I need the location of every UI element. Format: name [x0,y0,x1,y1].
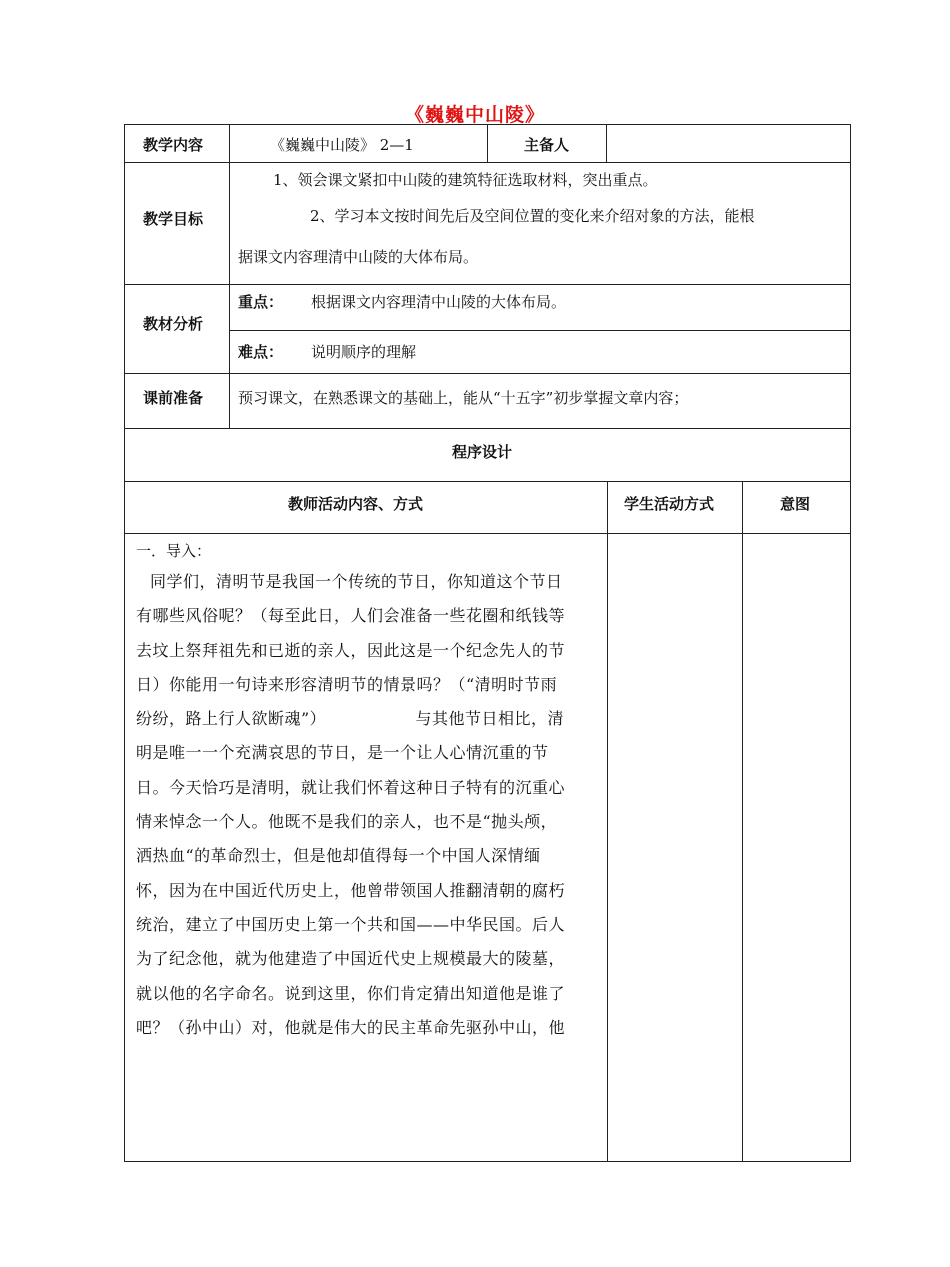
key-point-label: 重点： [238,293,284,311]
intro-line: 统治，建立了中国历史上第一个共和国——中华民国。后人 [136,914,566,934]
intro-line: 纷纷，路上行人欲断魂”） 与其他节日相比，清 [136,709,565,729]
column-divider [606,124,607,162]
content-value: 《巍巍中山陵》 2—1 [270,136,414,154]
row-divider [124,373,851,374]
program-heading: 程序设计 [452,443,513,461]
student-activity-header: 学生活动方式 [624,495,715,513]
preparation-text: 预习课文，在熟悉课文的基础上，能从“十五字”初步掌握文章内容； [238,389,689,407]
teacher-activity-header: 教师活动内容、方式 [288,495,424,513]
intro-heading: 一．导入： [136,542,212,560]
preparation-label: 课前准备 [143,389,204,407]
row-divider [124,162,851,163]
row-divider [124,284,851,285]
difficulty-text: 说明顺序的理解 [311,343,417,361]
intro-line: 明是唯一一个充满哀思的节日，是一个让人心情沉重的节 [136,743,549,763]
intro-line: 日）你能用一句诗来形容清明节的情景吗？（“清明时节雨 [136,674,558,694]
objective-line-2: 2、学习本文按时间先后及空间位置的变化来介绍对象的方法，能根 [310,207,755,225]
preparer-label: 主备人 [524,136,570,154]
intro-line: 有哪些风俗呢？（每至此日，人们会准备一些花圈和纸钱等 [136,606,566,626]
objective-line-3: 据课文内容理清中山陵的大体布局。 [238,248,479,266]
intro-line: 去坟上祭拜祖先和已逝的亲人，因此这是一个纪念先人的节 [136,640,566,660]
column-divider [607,481,608,1162]
intro-line: 同学们，清明节是我国一个传统的节日，你知道这个节日 [150,572,563,591]
intent-header: 意图 [780,495,811,513]
intro-line: 日。今天恰巧是清明，就让我们怀着这种日子特有的沉重心 [136,777,566,797]
column-divider [742,481,743,1162]
intro-line: 为了纪念他，就为他建造了中国近代史上规模最大的陵墓， [136,949,566,969]
row-divider [124,428,851,429]
intro-line: 怀，因为在中国近代历史上，他曾带领国人推翻清朝的腐朽 [136,880,566,900]
key-point-text: 根据课文内容理清中山陵的大体布局。 [311,293,567,311]
content-label: 教学内容 [143,136,204,154]
intro-line: 吧？（孙中山）对，他就是伟大的民主革命先驱孙中山，他 [136,1017,566,1037]
intro-line: 情来悼念一个人。他既不是我们的亲人，也不是“抛头颅， [136,812,558,832]
document-title: 《巍巍中山陵》 [404,104,545,126]
column-divider [229,124,230,428]
objective-line-1: 1、领会课文紧扣中山陵的建筑特征选取材料，突出重点。 [273,171,658,189]
objectives-label: 教学目标 [143,210,204,228]
row-divider [229,330,851,331]
column-divider [487,124,488,162]
intro-line: 洒热血“的革命烈士，但是他却值得每一个中国人深情缅 [136,846,541,866]
intro-paragraph [136,565,606,1045]
intro-line: 就以他的名字命名。说到这里，你们肯定猜出知道他是谁了 [136,983,566,1003]
difficulty-label: 难点： [238,343,284,361]
analysis-label: 教材分析 [143,315,204,333]
